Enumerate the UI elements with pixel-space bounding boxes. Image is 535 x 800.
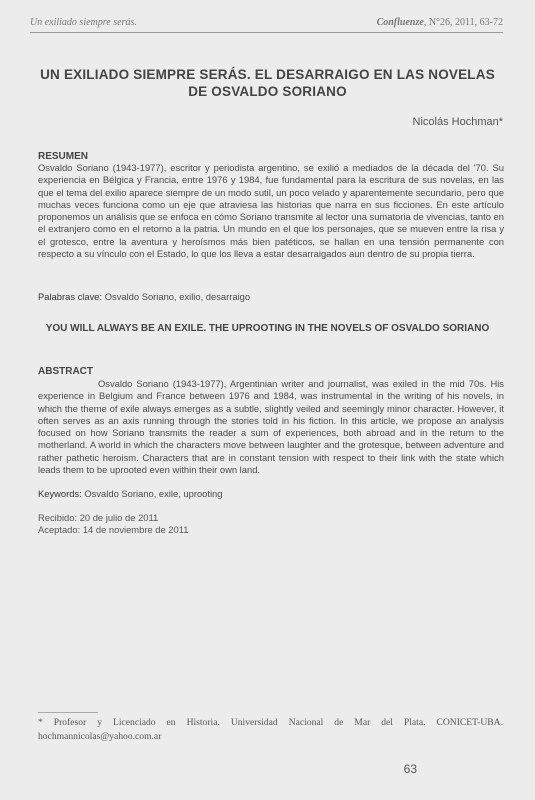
resumen-heading: RESUMEN	[38, 151, 89, 162]
english-title: YOU WILL ALWAYS BE AN EXILE. THE UPROOTING IN THE NOVELS OF OSVALDO SORIANO	[45, 323, 490, 334]
running-header-title: Un exiliado siempre serás.	[30, 17, 137, 28]
keywords-en-values: Osvaldo Soriano, exile, uprooting	[81, 488, 223, 499]
keywords-es-values: Osvaldo Soriano, exilio, desarraigo	[102, 291, 251, 302]
header-rule	[30, 32, 503, 33]
received-date: Recibido: 20 de julio de 2011	[38, 512, 159, 523]
running-header-journal	[377, 17, 503, 28]
author-name: Nicolás Hochman*	[412, 116, 503, 128]
abstract-heading: ABSTRACT	[38, 366, 93, 377]
keywords-en-label: Keywords:	[38, 488, 82, 499]
article-title: UN EXILIADO SIEMPRE SERÁS. EL DESARRAIGO EN LAS NOVELAS DE OSVALDO SORIANO	[40, 67, 495, 99]
keywords-es-label: Palabras clave:	[38, 291, 103, 302]
abstract-text: Osvaldo Soriano (1943-1977), Argentinian writer and journalist, was exiled in the mid 70s. His experience in Belgium and France between 1976 and 1984, was instrumental in the writing of his novels, in which the theme of exile always emerges as a subtle, slightly veiled and seemingly minor character. However, it often serves as an axis running through the stories told in his fiction. In this article, we propose an analysis focused on how Soriano transmits the reader a sum of experiences, both abroad and in the return to the motherland. A world in which the characters move between laughter and the grotesque, between adventure and rather pathetic heroism. Characters that are in constant tension with respect to their link with the state which leads them to be uprooted even within their own land.	[38, 378, 504, 476]
page-number: 63	[403, 762, 417, 776]
resumen-text: Osvaldo Soriano (1943-1977), escritor y periodista argentino, se exilió a mediados de la década del '70. Su experiencia en Bélgica y Francia, entre 1976 y 1984, fue fundamental para la escritura de sus novelas, en las que el tema del exilio aparece siempre de un modo sutil, un poco velado y aparentemente secundario, pero que muchas veces funciona como un eje que atraviesa las historias que narra en sus ficciones. En este artículo proponemos un análisis que se enfoca en cómo Soriano transmite al lector una sumatoria de vivencias, tanto en el extranjero como en el retorno a la patria. Un mundo en el que los personajes, que se mueven entre la risa y el grotesco, entre la aventura y heroísmos más bien patéticos, se hallan en una tensión permanente con respecto a su vínculo con el Estado, lo que los lleva a estar desarraigados aun dentro de su propia tierra.	[38, 162, 504, 260]
keywords-en	[38, 488, 223, 499]
journal-name: Confluenze	[376, 17, 424, 28]
author-footnote: * Profesor y Licenciado en Historia. Universidad Nacional de Mar del Plata. CONICET-UBA. hochmannicolas@yahoo.com.ar	[38, 717, 503, 742]
journal-ref: , N°26, 2011, 63-72	[423, 17, 503, 28]
accepted-date: Aceptado: 14 de noviembre de 2011	[38, 524, 189, 535]
keywords-es	[38, 291, 250, 302]
footnote-rule	[38, 712, 98, 713]
